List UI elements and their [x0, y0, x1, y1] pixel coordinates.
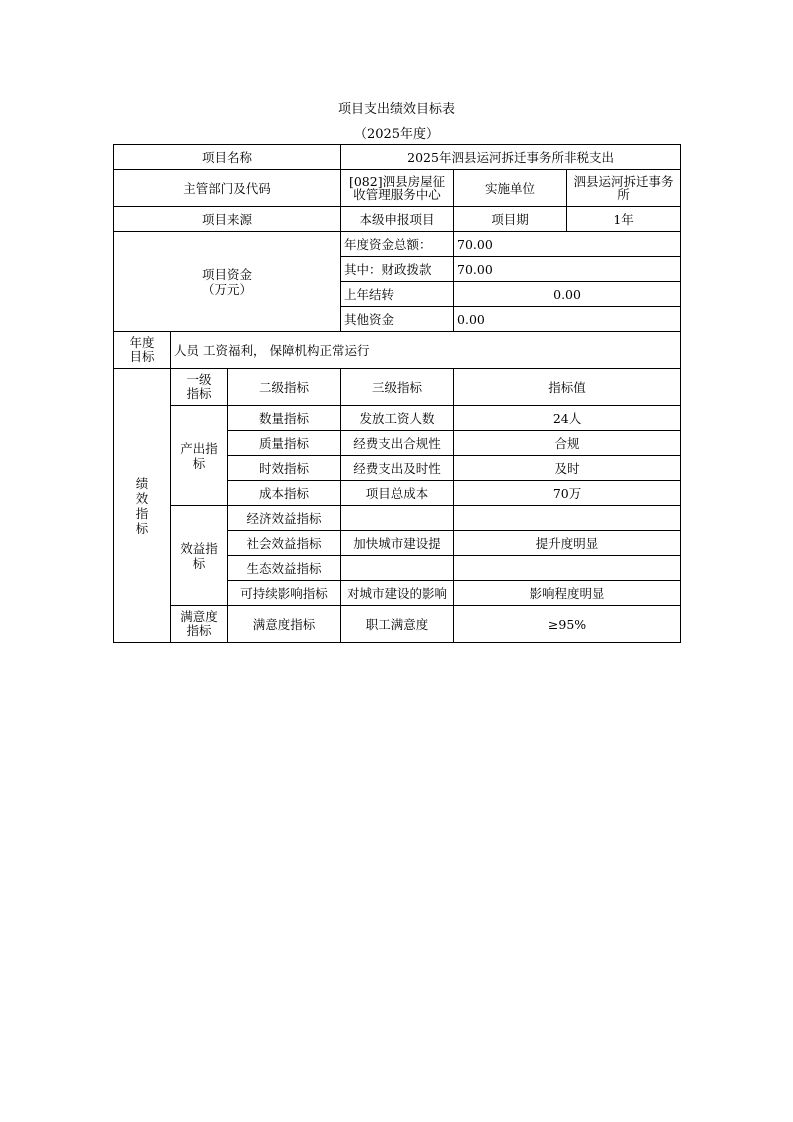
- funds-carryover-label: 上年结转: [341, 282, 454, 307]
- table-row: [114, 606, 681, 643]
- project-period-label: 项目期: [454, 207, 567, 232]
- indicator-value: 24人: [454, 406, 681, 431]
- satisfaction-indicator-label: 满意度指标: [171, 606, 228, 643]
- indicator-l2: 生态效益指标: [228, 556, 341, 581]
- indicator-l2: 质量指标: [228, 431, 341, 456]
- indicator-l3: 经费支出合规性: [341, 431, 454, 456]
- impl-unit-value: 泗县运河拆迁事务所: [567, 170, 681, 207]
- project-name-value: 2025年泗县运河拆迁事务所非税支出: [341, 145, 681, 170]
- project-period-value: 1年: [567, 207, 681, 232]
- indicator-l3: [341, 506, 454, 531]
- indicator-l2: 经济效益指标: [228, 506, 341, 531]
- benefit-indicator-label: 效益指标: [171, 506, 228, 606]
- dept-label: 主管部门及代码: [114, 170, 341, 207]
- project-name-label: 项目名称: [114, 145, 341, 170]
- funds-fiscal-label: 其中：财政拨款: [341, 257, 454, 282]
- indicators-section-label: 绩效指标: [114, 369, 171, 643]
- output-indicator-label: 产出指标: [171, 406, 228, 506]
- table-row: [114, 170, 681, 207]
- indicator-l2: 成本指标: [228, 481, 341, 506]
- indicator-l3: 职工满意度: [341, 606, 454, 643]
- header-level2: 二级指标: [228, 369, 341, 406]
- annual-goal-label: 年度目标: [114, 332, 171, 369]
- indicator-value: 提升度明显: [454, 531, 681, 556]
- funds-total-value: 70.00: [454, 232, 681, 257]
- table-row: [114, 369, 681, 406]
- project-source-label: 项目来源: [114, 207, 341, 232]
- indicator-value: 及时: [454, 456, 681, 481]
- indicator-l3: 对城市建设的影响: [341, 581, 454, 606]
- header-value: 指标值: [454, 369, 681, 406]
- indicator-value: [454, 556, 681, 581]
- dept-value: [082]泗县房屋征收管理服务中心: [341, 170, 454, 207]
- table-row: [114, 332, 681, 369]
- project-source-value: 本级申报项目: [341, 207, 454, 232]
- table-row: [114, 506, 681, 531]
- funds-total-label: 年度资金总额：: [341, 232, 454, 257]
- header-level3: 三级指标: [341, 369, 454, 406]
- table-row: [114, 406, 681, 431]
- indicator-l2: 数量指标: [228, 406, 341, 431]
- indicator-l3: 项目总成本: [341, 481, 454, 506]
- indicator-value: 影响程度明显: [454, 581, 681, 606]
- indicator-l3: 发放工资人数: [341, 406, 454, 431]
- indicator-value: [454, 506, 681, 531]
- indicator-value: 70万: [454, 481, 681, 506]
- indicator-l3: 加快城市建设提: [341, 531, 454, 556]
- page-title: 项目支出绩效目标表: [337, 102, 455, 117]
- funds-carryover-value: 0.00: [454, 282, 681, 307]
- funds-other-value: 0.00: [454, 307, 681, 332]
- indicator-l2: 时效指标: [228, 456, 341, 481]
- header-level1: 一级指标: [171, 369, 228, 406]
- table-row: [114, 207, 681, 232]
- indicator-l3: 经费支出及时性: [341, 456, 454, 481]
- indicator-l2: 满意度指标: [228, 606, 341, 643]
- indicator-l2: 可持续影响指标: [228, 581, 341, 606]
- annual-goal-value: 人员 工资福利， 保障机构正常运行: [171, 332, 681, 369]
- funds-label: 项目资金（万元）: [114, 232, 341, 332]
- indicator-value: ≥95%: [454, 606, 681, 643]
- table-row: [114, 232, 681, 257]
- funds-other-label: 其他资金: [341, 307, 454, 332]
- performance-table: [113, 144, 681, 643]
- table-row: [114, 145, 681, 170]
- indicator-value: 合规: [454, 431, 681, 456]
- indicator-l3: [341, 556, 454, 581]
- impl-unit-label: 实施单位: [454, 170, 567, 207]
- indicator-l2: 社会效益指标: [228, 531, 341, 556]
- page-subtitle: （2025年度）: [353, 127, 440, 142]
- funds-fiscal-value: 70.00: [454, 257, 681, 282]
